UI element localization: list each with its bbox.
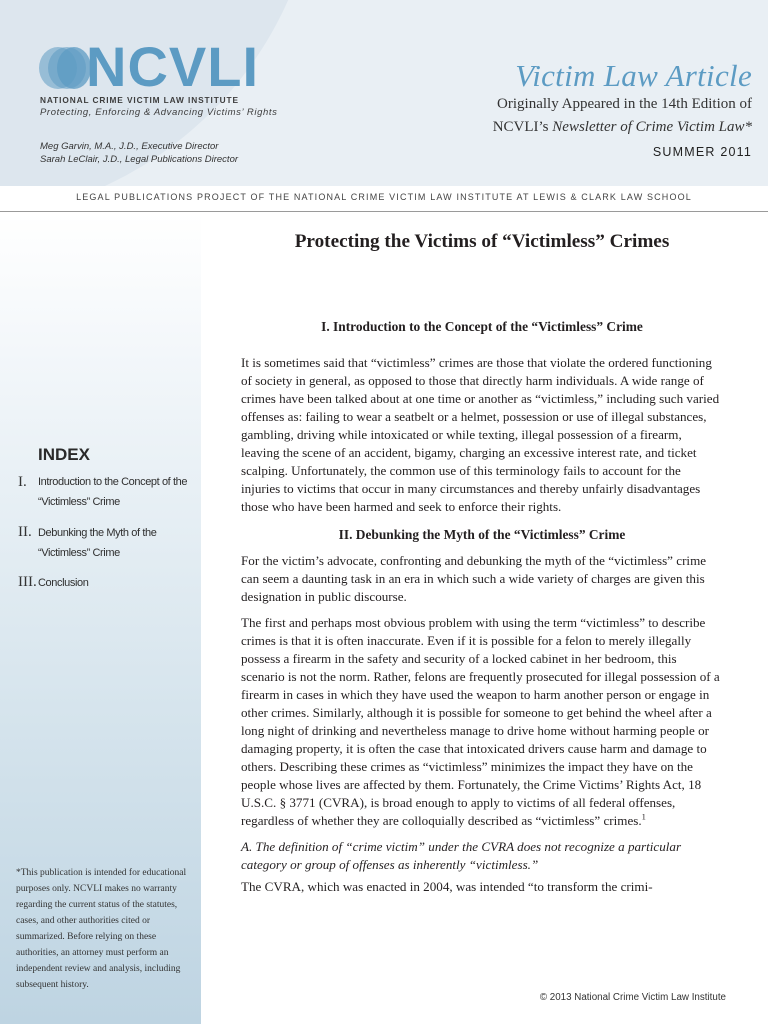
originally-appeared-line: Originally Appeared in the 14th Edition of	[497, 96, 752, 112]
subsection-a-heading: A. The definition of “crime victim” under the CVRA does not recognize a particular category or group of offenses as inherently “victimless.”	[241, 839, 682, 872]
index-item-2[interactable]: Debunking the Myth of the “Victimless” Crime	[38, 527, 157, 559]
section-2-paragraph-3: The CVRA, which was enacted in 2004, was intended “to transform the crimi-	[241, 879, 653, 894]
index-item-3[interactable]: Conclusion	[38, 577, 89, 589]
index-item-2-number: II.	[18, 524, 32, 540]
organization-name: NATIONAL CRIME VICTIM LAW INSTITUTE	[40, 95, 239, 105]
project-line: LEGAL PUBLICATIONS PROJECT OF THE NATIONAL CRIME VICTIM LAW INSTITUTE AT LEWIS & CLARK LAW SCHOOL	[76, 192, 692, 202]
index-item-1-number: I.	[18, 474, 27, 490]
ncvli-logo-icon	[38, 46, 92, 90]
section-1-heading: I. Introduction to the Concept of the “Victimless” Crime	[321, 319, 643, 334]
section-2-heading: II. Debunking the Myth of the “Victimless” Crime	[338, 527, 626, 542]
copyright-notice: © 2013 National Crime Victim Law Institute	[539, 992, 726, 1003]
newsletter-prefix: NCVLI’s	[492, 119, 553, 135]
executive-director: Meg Garvin, M.A., J.D., Executive Director	[40, 141, 219, 152]
index-item-3-number: III.	[18, 574, 37, 590]
newsletter-name: Newsletter of Crime Victim Law*	[552, 119, 752, 135]
index-item-1[interactable]: Introduction to the Concept of the “Victimless” Crime	[38, 476, 188, 508]
edition-label: SUMMER 2011	[652, 145, 752, 159]
section-2-paragraph-2	[241, 614, 723, 830]
article-body	[241, 228, 723, 896]
masthead	[0, 0, 768, 186]
project-band	[0, 186, 768, 212]
section-2-paragraph-2-text: The first and perhaps most obvious problem with using the term “victimless” to describe crimes is that it is often inaccurate. Even if it is possible for a felon to merely illegally possess a firearm in the safety and security of a locked cabinet in her bedroom, this scenario is not the norm. Rather, felons are frequently prosecuted for illegal possession of a firearm in cases in which they have used the weapon to harm another person or engage in other crimes. Similarly, although it is possible for someone to get behind the wheel after a long night of drinking and nevertheless manage to drive home without harming people or damaging property, it is often the case that intoxicated drivers cause harm and damage to others. Describing these crimes as “victimless” minimizes the impact they have on the people whose lives are affected by them. Fortunately, the Crime Victims’ Rights Act, 18 U.S.C. § 3771 (CVRA), is broad enough to apply to victims of all federal offenses, regardless of whether they are colloquially described as “victimless” crimes.	[241, 615, 720, 828]
disclaimer-footnote: *This publication is intended for educational purposes only. NCVLI makes no warranty regarding the current status of the statutes, cases, and other authorities cited or summarized. Before relying on these authorities, an attorney must perform an independent review and analysis, including subsequent history.	[16, 868, 187, 990]
article-type-heading: Victim Law Article	[515, 58, 752, 93]
organization-tagline: Protecting, Enforcing & Advancing Victims’ Rights	[40, 107, 278, 118]
newsletter-line	[493, 119, 752, 136]
publications-director: Sarah LeClair, J.D., Legal Publications Director	[40, 154, 239, 165]
section-2-paragraph-1: For the victim’s advocate, confronting and debunking the myth of the “victimless” crime can seem a daunting task in an era in which such a wide variety of charges are given this designation in public discourse.	[241, 553, 707, 604]
logo-wordmark: NCVLI	[86, 35, 259, 98]
article-title: Protecting the Victims of “Victimless” Crimes	[294, 231, 670, 252]
footnote-reference[interactable]: 1	[641, 811, 646, 822]
index-title: INDEX	[38, 445, 90, 464]
section-1-paragraph: It is sometimes said that “victimless” crimes are those that violate the ordered functioning of society in general, as opposed to those that directly harm individuals. A wide range of crimes have been talked about at one time or another as “victimless,” including such varied offenses as: failing to wear a seatbelt or a helmet, possession or use of illegal substances, gambling, driving while intoxicated or while texting, illegal possession of a firearm, leaving the scene of an accident, bigamy, charging an excessive interest rate, and ticket scalping. Unfortunately, the common use of this terminology fails to account for the injuries to victims that occur in many circumstances and thereby unfairly disadvantages those who have been harmed and seek to enforce their rights.	[241, 355, 720, 514]
